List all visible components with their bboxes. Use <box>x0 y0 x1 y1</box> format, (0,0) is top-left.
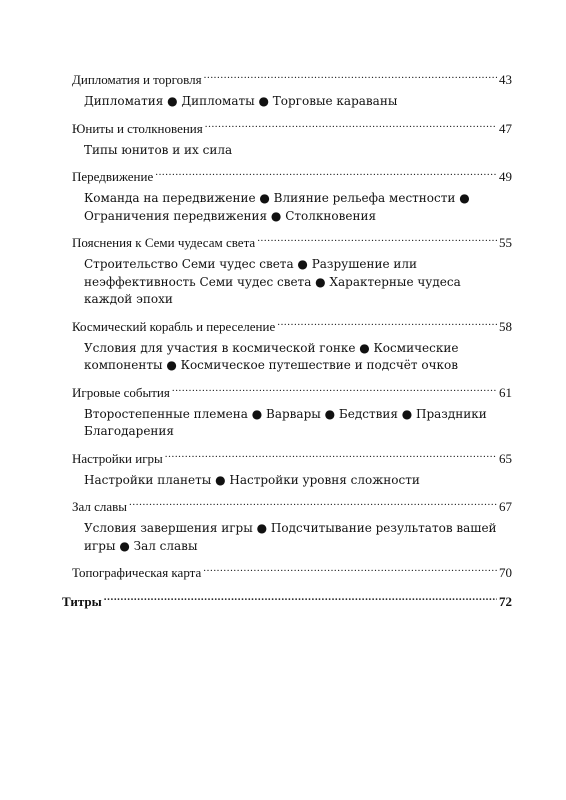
toc-entry-units[interactable] <box>62 115 512 138</box>
dot-leader <box>165 445 497 463</box>
dot-leader <box>172 379 497 397</box>
table-of-contents <box>62 66 512 611</box>
dot-leader <box>104 588 497 606</box>
dot-leader <box>257 229 497 247</box>
toc-page-number: 47 <box>499 120 512 136</box>
toc-entry-hall-of-fame[interactable] <box>62 493 512 516</box>
toc-entry-title: Дипломатия и торговля <box>72 72 202 87</box>
toc-page-number: 70 <box>499 565 512 580</box>
toc-page-number: 65 <box>499 450 512 466</box>
toc-page-number: 55 <box>499 235 512 250</box>
toc-entry-credits[interactable] <box>62 588 512 611</box>
toc-entry-title: Юниты и столкновения <box>72 120 203 136</box>
toc-entry-diplomacy[interactable] <box>62 66 512 89</box>
toc-page-number: 49 <box>499 169 512 184</box>
dot-leader <box>155 163 497 181</box>
dot-leader <box>204 66 497 84</box>
toc-subtopics: Дипломатия ● Дипломаты ● Торговые караваны <box>84 94 398 108</box>
toc-subtopics: Строительство Семи чудес света ● Разрушение или неэффективность Семи чудес света ● Характерные чудеса каждой эпохи <box>84 257 461 306</box>
toc-entry-events[interactable] <box>62 379 512 402</box>
toc-entry-wonders[interactable] <box>62 229 512 252</box>
toc-subtopics: Настройки планеты ● Настройки уровня сложности <box>84 472 420 487</box>
toc-entry-title: Титры <box>62 594 102 609</box>
toc-entry-title: Настройки игры <box>72 450 163 466</box>
toc-subtopics: Типы юнитов и их сила <box>84 142 233 157</box>
toc-page-number: 58 <box>499 318 512 334</box>
toc-entry-title: Передвижение <box>72 169 154 184</box>
toc-entry-settings[interactable] <box>62 445 512 468</box>
toc-entry-title: Зал славы <box>72 499 128 514</box>
dot-leader <box>129 493 497 511</box>
toc-subtopics: Условия завершения игры ● Подсчитывание результатов вашей игры ● Зал славы <box>84 521 497 553</box>
toc-subtopics: Условия для участия в космической гонке ● Космические компоненты ● Космическое путешествие и подсчёт очков <box>84 340 459 372</box>
toc-entry-title: Игровые события <box>72 384 170 400</box>
toc-page-number: 72 <box>499 594 512 609</box>
toc-entry-title: Пояснения к Семи чудесам света <box>72 235 256 250</box>
toc-entry-title: Топографическая карта <box>72 565 202 580</box>
dot-leader <box>277 313 497 331</box>
dot-leader <box>203 559 497 577</box>
toc-entry-topo-map[interactable] <box>62 559 512 582</box>
toc-page-number: 61 <box>499 384 512 400</box>
toc-page-number: 67 <box>499 499 512 514</box>
toc-entry-spaceship[interactable] <box>62 313 512 336</box>
toc-entry-movement[interactable] <box>62 163 512 186</box>
toc-page-number: 43 <box>499 72 512 87</box>
toc-subtopics: Второстепенные племена ● Варвары ● Бедствия ● Праздники Благодарения <box>84 406 487 438</box>
toc-entry-title: Космический корабль и переселение <box>72 318 276 334</box>
dot-leader <box>205 115 497 133</box>
toc-subtopics: Команда на передвижение ● Влияние рельефа местности ● Ограничения передвижения ● Столкновения <box>84 191 470 223</box>
